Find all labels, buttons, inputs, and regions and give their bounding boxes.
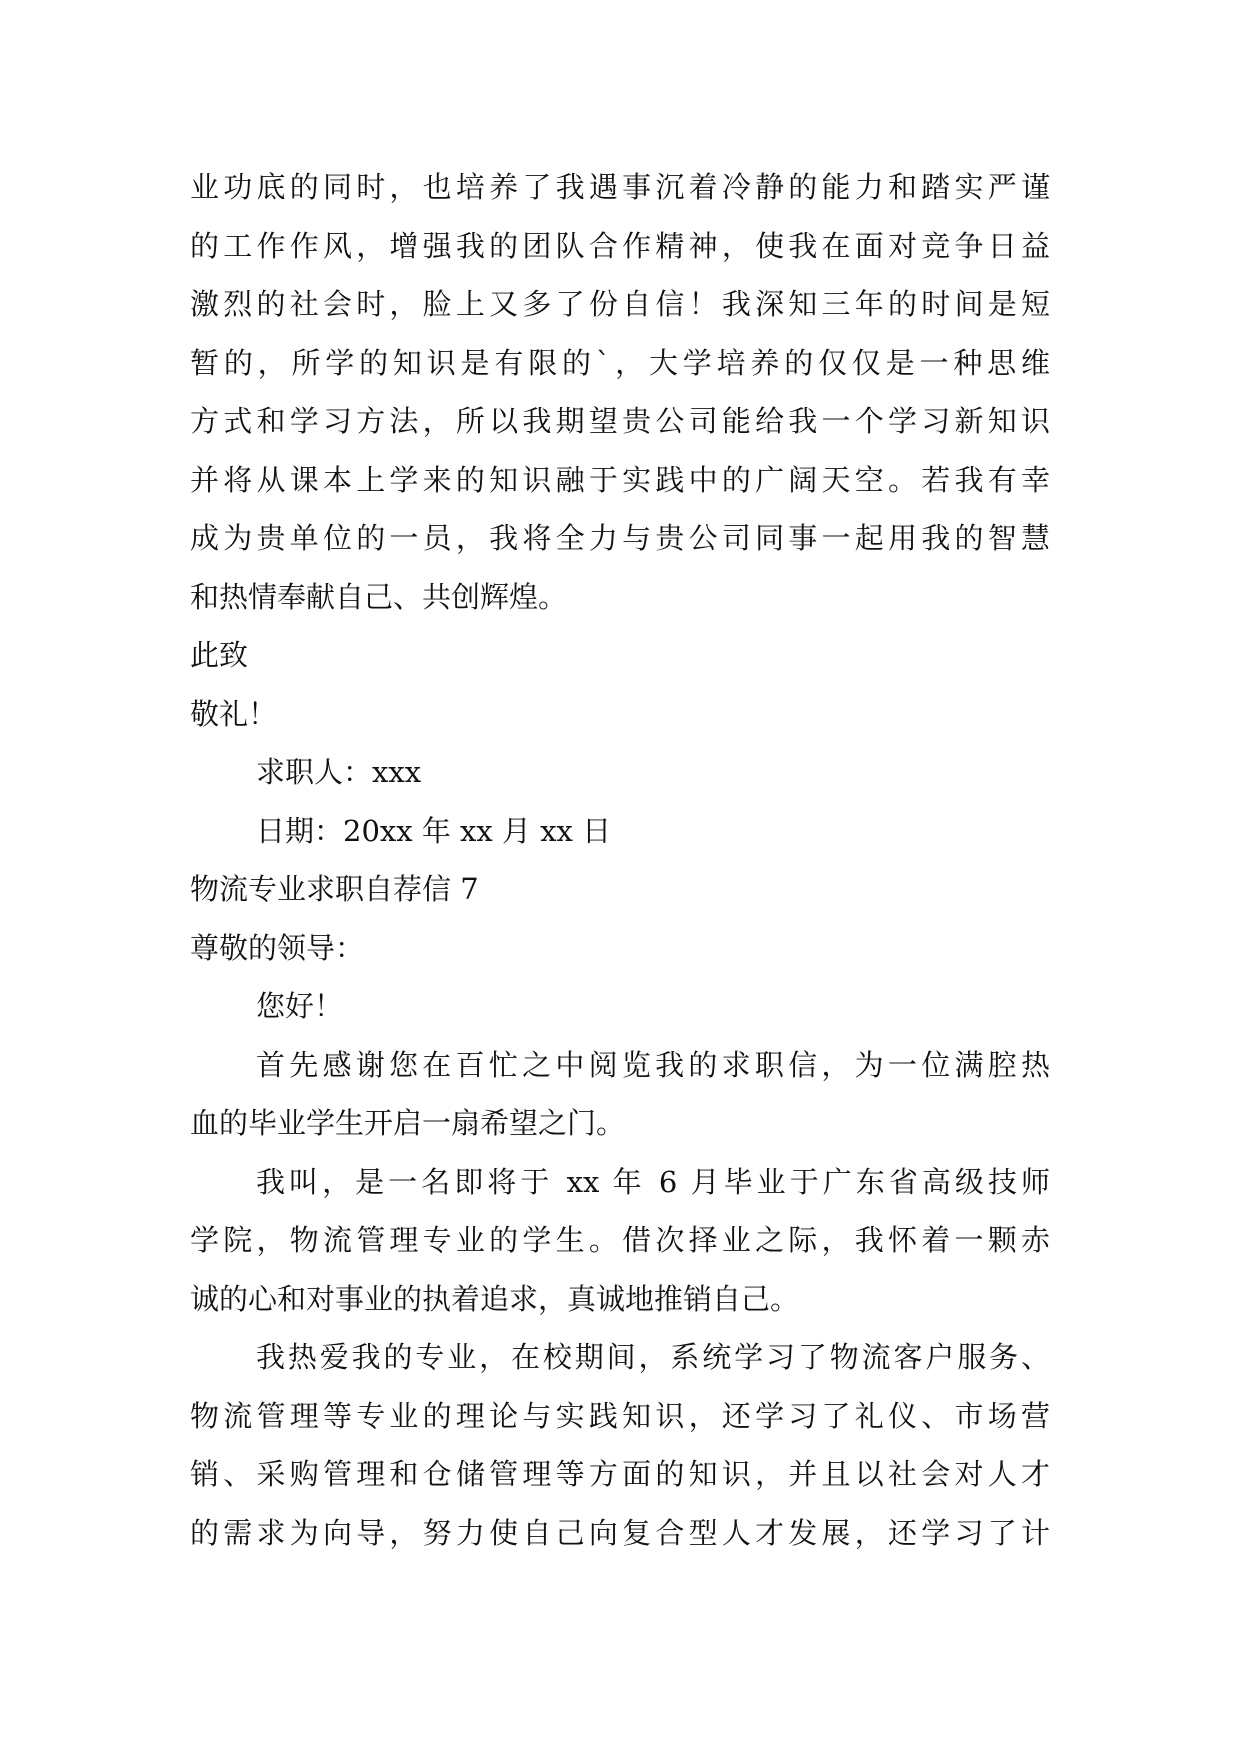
document-body (190, 158, 1050, 1562)
section-heading: 物流专业求职自荐信 7 (190, 872, 479, 906)
closing-regards: 敬礼！ (190, 696, 278, 731)
paragraph-3-line-3: 销、采购管理和仓储管理等方面的知识，并且以社会对人才 (190, 1457, 1050, 1491)
paragraph-3-line-4: 的需求为向导，努力使自己向复合型人才发展，还学习了计 (190, 1515, 1050, 1550)
paragraph-3-line-2: 物流管理等专业的理论与实践知识，还学习了礼仪、市场营 (190, 1398, 1050, 1433)
body-line-7: 成为贵单位的一员，我将全力与贵公司同事一起用我的智慧 (190, 521, 1050, 555)
letter-hello: 您好！ (256, 989, 344, 1023)
paragraph-2-line-1: 我叫，是一名即将于 xx 年 6 月毕业于广东省高级技师 (256, 1164, 1050, 1199)
paragraph-1-line-2: 血的毕业学生开启一扇希望之门。 (190, 1106, 626, 1140)
body-line-8: 和热情奉献自己、共创辉煌。 (190, 579, 568, 614)
closing-salutation: 此致 (190, 638, 249, 672)
paragraph-2-line-3: 诚的心和对事业的执着追求，真诚地推销自己。 (190, 1281, 800, 1316)
paragraph-3-line-1: 我热爱我的专业，在校期间，系统学习了物流客户服务、 (256, 1340, 1050, 1374)
signature-date: 日期：20xx 年 xx 月 xx 日 (256, 813, 612, 848)
signature-applicant: 求职人：xxx (256, 755, 422, 789)
body-line-6: 并将从课本上学来的知识融于实践中的广阔天空。若我有幸 (190, 462, 1050, 497)
body-line-4: 暂的，所学的知识是有限的`，大学培养的仅仅是一种思维 (190, 345, 1050, 380)
body-line-2: 的工作作风，增强我的团队合作精神，使我在面对竞争日益 (190, 228, 1050, 263)
letter-greeting: 尊敬的领导： (190, 930, 365, 965)
paragraph-1-line-1: 首先感谢您在百忙之中阅览我的求职信，为一位满腔热 (256, 1047, 1050, 1082)
body-line-3: 激烈的社会时，脸上又多了份自信！我深知三年的时间是短 (190, 287, 1050, 321)
body-line-1: 业功底的同时，也培养了我遇事沉着冷静的能力和踏实严谨 (190, 170, 1050, 204)
body-line-5: 方式和学习方法，所以我期望贵公司能给我一个学习新知识 (190, 404, 1050, 438)
paragraph-2-line-2: 学院，物流管理专业的学生。借次择业之际，我怀着一颗赤 (190, 1223, 1050, 1257)
